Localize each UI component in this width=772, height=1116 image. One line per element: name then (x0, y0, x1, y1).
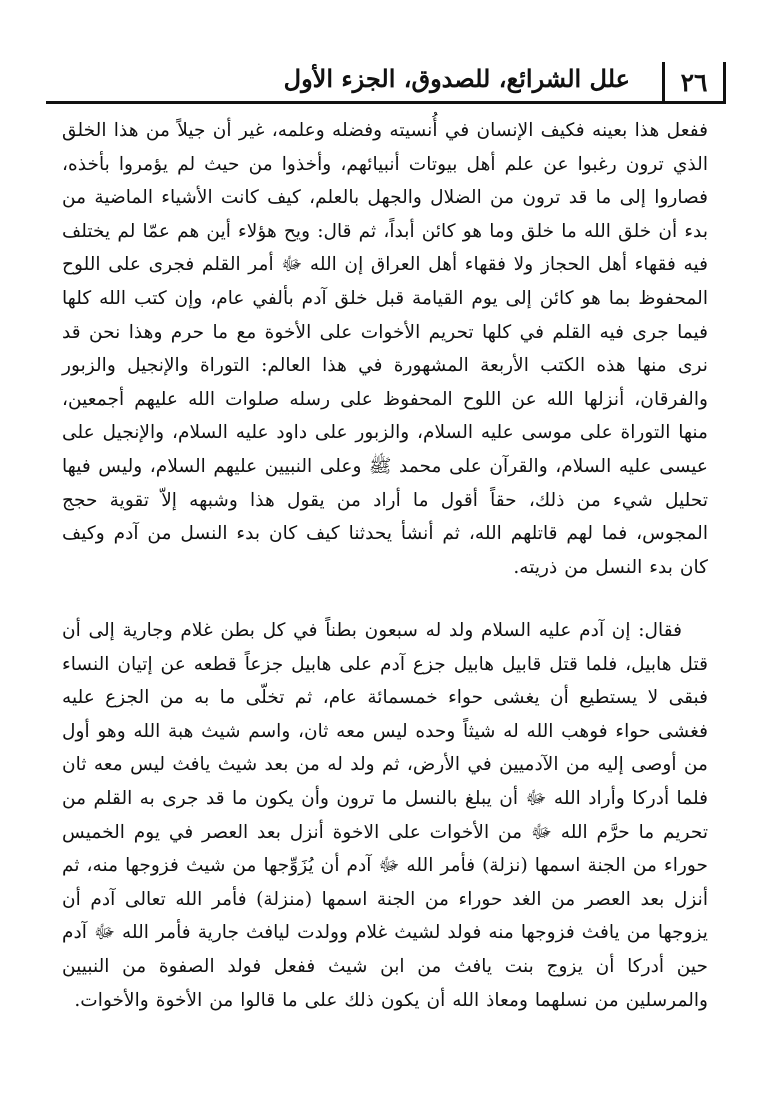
paragraph-2 (62, 614, 708, 1017)
page-header (46, 58, 726, 104)
page-number: ٢٦ (662, 62, 726, 102)
paragraph-text: ففعل هذا بعينه فكيف الإنسان في أُنسيته وفضله وعلمه، غير أن جيلاً من هذا الخلق الذي ترون رغبوا عن علم أهل بيوتات أنبيائهم، وأخذوا من حيث لم يؤمروا بأخذه، فصاروا إلى ما قد ترون من الضلال والجهل بالعلم، كيف كانت الأشياء الماضية من بدء أن خلق الله ما خلق وما هو كائن أبداً، ثم قال: ويح هؤلاء أين هم عمّا لم يختلف فيه فقهاء أهل الحجاز ولا فقهاء أهل العراق إن الله ﷻ أمر القلم فجرى على اللوح المحفوظ بما هو كائن إلى يوم القيامة قبل خلق آدم بألفي عام، وإن كتب الله كلها فيما جرى فيه القلم في كلها تحريم الأخوات على الأخوة مع ما حرم وهذا نحن قد نرى منها هذه الكتب الأربعة المشهورة في هذا العالم: التوراة والإنجيل والزبور والفرقان، أنزلها الله عن اللوح المحفوظ على رسله صلوات الله عليهم أجمعين، منها التوراة على موسى عليه السلام، والزبور على داود عليه السلام، والإنجيل على عيسى عليه السلام، والقرآن على محمد ﷺ وعلى النبيين عليهم السلام، وليس فيها تحليل شيء من ذلك، حقاً أقول ما أراد من يقول هذا وشبهه إلاّ تقوية حجج المجوس، فما لهم قاتلهم الله، ثم أنشأ يحدثنا كيف كان بدء النسل من آدم وكيف كان بدء النسل من ذريته. (62, 120, 708, 578)
header-rule (46, 101, 726, 104)
paragraph-text: فقال: إن آدم عليه السلام ولد له سبعون بطناً في كل بطن غلام وجارية إلى أن قتل هابيل، فلما قتل قابيل هابيل جزع آدم على هابيل جزعاً قطعه عن إتيان النساء فبقى لا يستطيع أن يغشى حواء خمسمائة عام، ثم تخلّى ما به من الجزع عليه فغشى حواء فوهب الله له شيثاً وحده ليس معه ثان، واسم شيث هبة الله وهو أول من أوصى إليه من الآدميين في الأرض، ثم ولد له من بعد شيث يافث ليس معه ثان فلما أدركا وأراد الله ﷻ أن يبلغ بالنسل ما ترون وأن يكون ما قد جرى به القلم من تحريم ما حرَّم الله ﷻ من الأخوات على الاخوة أنزل بعد العصر في يوم الخميس حوراء من الجنة اسمها (نزلة) فأمر الله ﷻ آدم أن يُزَوِّجها من شيث فزوجها منه، ثم أنزل بعد العصر من الغد حوراء من الجنة اسمها (منزلة) فأمر الله تعالى آدم أن يزوجها من يافث فزوجها منه فولد لشيث غلام وولدت ليافث جارية فأمر الله ﷻ آدم حين أدركا أن يزوج بنت يافث من ابن شيث ففعل فولد الصفوة من النبيين والمرسلين من نسلهما ومعاذ الله أن يكون ذلك على ما قالوا من الأخوة والأخوات. (62, 620, 709, 1011)
book-title: علل الشرائع، للصدوق، الجزء الأول (283, 64, 630, 93)
paragraph-1 (62, 114, 708, 584)
